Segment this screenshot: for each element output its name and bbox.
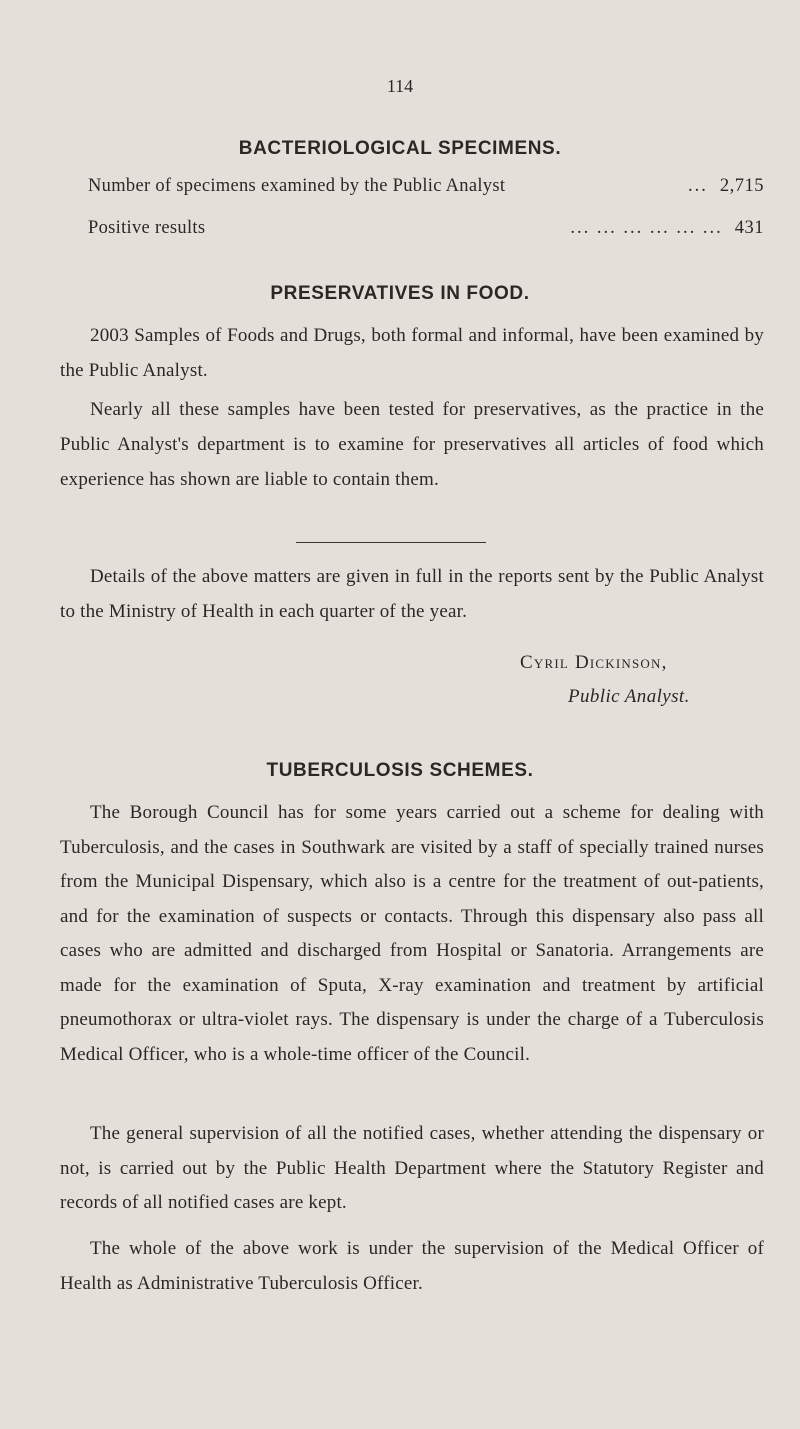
- section-divider: [296, 542, 486, 543]
- heading-bacteriological: BACTERIOLOGICAL SPECIMENS.: [238, 138, 562, 159]
- heading-tuberculosis: TUBERCULOSIS SCHEMES.: [266, 760, 534, 781]
- row-leader: ...: [688, 176, 708, 196]
- row-leader: ... ... ... ... ... ...: [570, 218, 723, 238]
- specimens-row: [88, 176, 764, 197]
- tuberculosis-paragraph-1: The Borough Council has for some years carried out a scheme for dealing with Tuberculosis, and the cases in Southwark are visited by a staff of specially trained nurses from the Municipal Dispensary, which also is a centre for the treatment of out-patients, and for the examination of suspects or contacts. Through this dispensary also pass all cases who are admitted and discharged from Hospital or Sanatoria. Arrangements are made for the examination of Sputa, X-ray examination and treatment by artificial pneumothorax or ultra-violet rays. The dispensary is under the charge of a Tuberculosis Medical Officer, who is a whole-time officer of the Council.: [60, 802, 764, 1065]
- row-value: 2,715: [719, 176, 764, 196]
- heading-preservatives: PRESERVATIVES IN FOOD.: [270, 283, 530, 304]
- row-value: 431: [734, 218, 764, 238]
- positive-results-row: [88, 218, 764, 239]
- tuberculosis-paragraph-3: The whole of the above work is under the supervision of the Medical Officer of Health as Administrative Tuberculosis Officer.: [60, 1238, 764, 1294]
- row-label: Number of specimens examined by the Public Analyst: [88, 176, 506, 196]
- signature-name: Cyril Dickinson,: [520, 652, 668, 673]
- signature-title: Public Analyst.: [568, 686, 690, 707]
- preservatives-paragraph-2: Nearly all these samples have been tested for preservatives, as the practice in the Public Analyst's department is to examine for preservatives all articles of food which experience has shown are liable to contain them.: [60, 399, 764, 490]
- row-label: Positive results: [88, 218, 206, 238]
- tuberculosis-paragraph-2: The general supervision of all the notified cases, whether attending the dispensary or not, is carried out by the Public Health Department where the Statutory Register and records of all notified cases are kept.: [60, 1123, 764, 1213]
- details-paragraph: Details of the above matters are given in full in the reports sent by the Public Analyst to the Ministry of Health in each quarter of the year.: [60, 566, 764, 622]
- preservatives-paragraph-1: 2003 Samples of Foods and Drugs, both formal and informal, have been examined by the Public Analyst.: [60, 325, 764, 381]
- page-number: 114: [386, 76, 414, 96]
